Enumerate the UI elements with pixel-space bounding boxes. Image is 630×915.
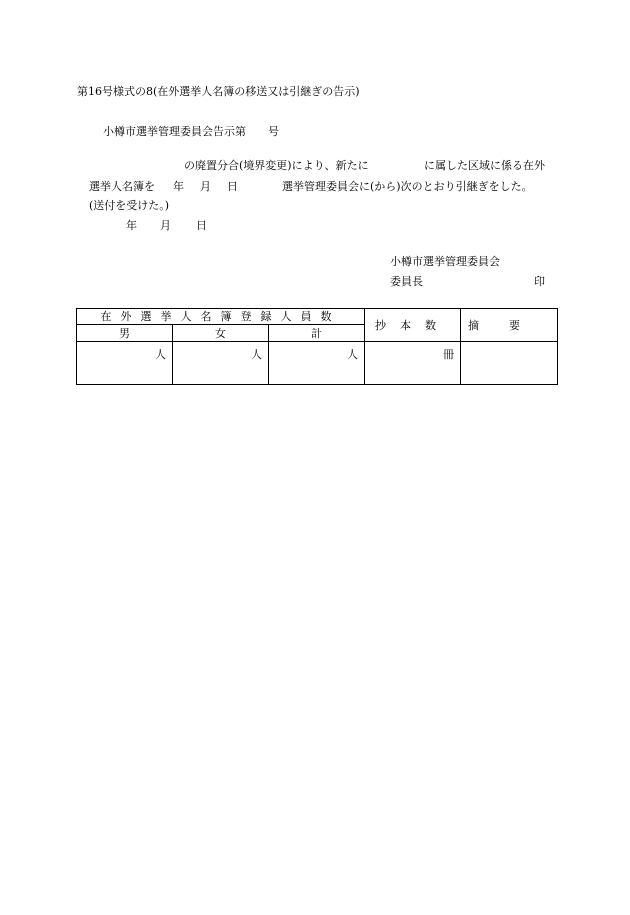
body-line-1-part-b: に属した区域に係る在外 bbox=[424, 159, 545, 172]
total-count-cell: 人 bbox=[269, 342, 365, 385]
body-line-2-year: 年 bbox=[173, 180, 184, 193]
date-month: 月 bbox=[160, 219, 171, 232]
body-line-1 bbox=[184, 159, 545, 173]
male-count-cell: 人 bbox=[77, 342, 173, 385]
copies-count-cell: 冊 bbox=[365, 342, 461, 385]
body-line-2-part-a: 選挙人名簿を bbox=[89, 180, 155, 193]
date-year: 年 bbox=[126, 219, 137, 232]
seal-mark: 印 bbox=[534, 275, 545, 288]
female-count-cell: 人 bbox=[173, 342, 269, 385]
date-day: 日 bbox=[196, 219, 207, 232]
chairman-title: 委員長 bbox=[390, 275, 423, 288]
body-line-2-month: 月 bbox=[200, 180, 211, 193]
chairman-line bbox=[390, 275, 545, 289]
male-header: 男 bbox=[77, 325, 173, 342]
notice-header: 小樽市選挙管理委員会告示第 号 bbox=[103, 125, 279, 138]
female-header: 女 bbox=[173, 325, 269, 342]
summary-header: 摘要 bbox=[461, 309, 558, 342]
summary-cell bbox=[461, 342, 558, 385]
registered-count-header: 在外選挙人名簿登録人員数 bbox=[77, 309, 365, 325]
body-line-2-part-b: 選挙管理委員会に(から)次のとおり引継ぎをした。 bbox=[282, 180, 533, 193]
copies-header: 抄本数 bbox=[365, 309, 461, 342]
committee-name: 小樽市選挙管理委員会 bbox=[390, 255, 500, 268]
body-line-2-day: 日 bbox=[227, 180, 238, 193]
body-line-3: (送付を受けた。) bbox=[89, 199, 170, 212]
table-row bbox=[77, 342, 558, 385]
body-line-1-part-a: の廃置分合(境界変更)により、新たに bbox=[184, 159, 369, 172]
total-header: 計 bbox=[269, 325, 365, 342]
form-title: 第16号様式の8(在外選挙人名簿の移送又は引継ぎの告示) bbox=[77, 85, 360, 98]
register-table bbox=[76, 308, 558, 385]
